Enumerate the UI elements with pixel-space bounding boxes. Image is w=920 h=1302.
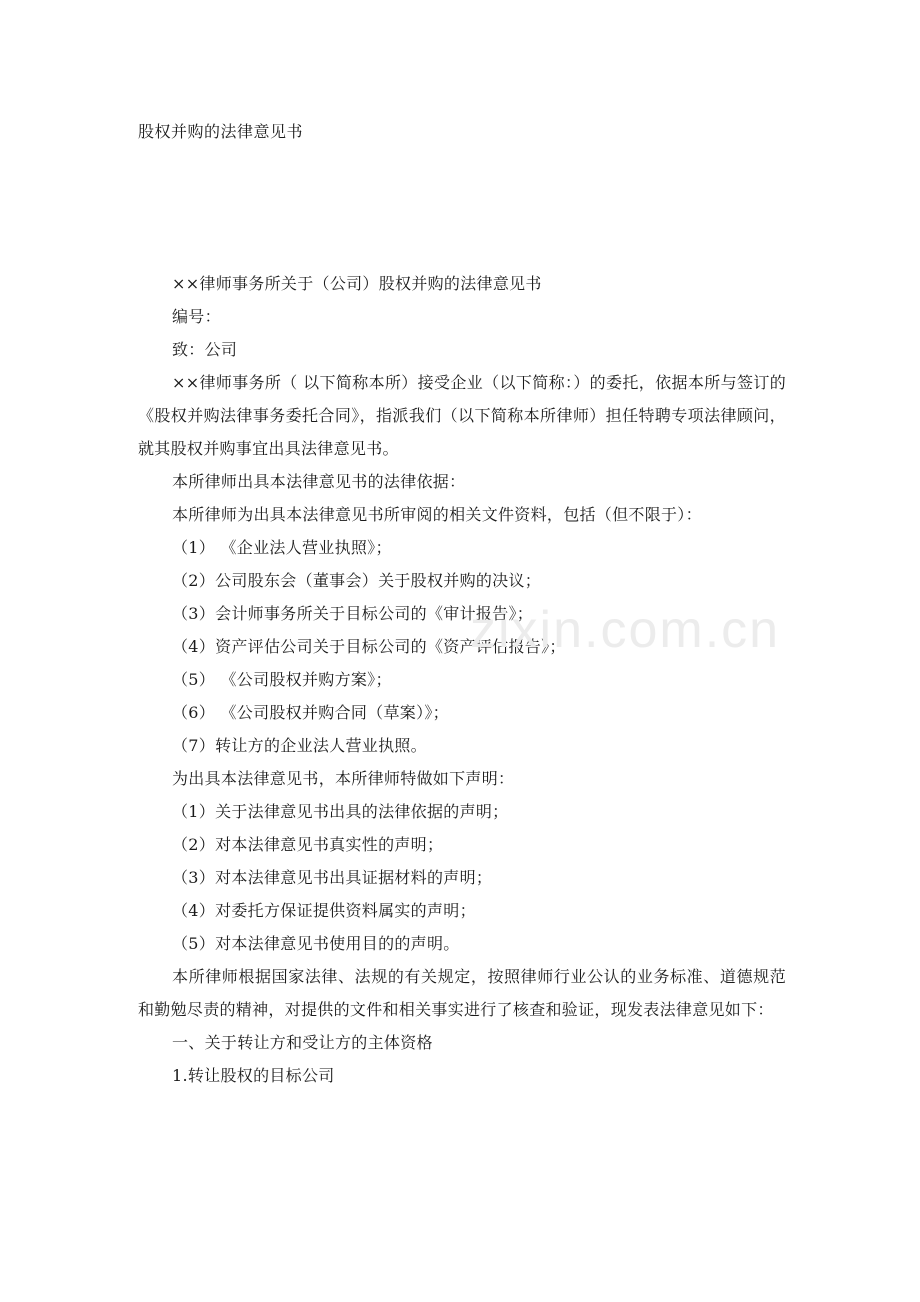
- list-item: （1） 《企业法人营业执照》；: [172, 538, 392, 557]
- subsection-heading: 1.转让股权的目标公司: [172, 1066, 335, 1085]
- paragraph-number: 编号：: [172, 307, 221, 326]
- paragraph-legal-basis: 本所律师出具本法律意见书的法律依据：: [172, 472, 466, 491]
- paragraph-documents-reviewed: 本所律师为出具本法律意见书所审阅的相关文件资料，包括（但不限于）：: [172, 505, 702, 524]
- section-heading: 一、关于转让方和受让方的主体资格: [172, 1033, 433, 1052]
- list-item: （6） 《公司股权并购合同（草案）》；: [172, 703, 449, 722]
- document-body: [138, 267, 786, 1092]
- paragraph-heading: ××律师事务所关于（公司）股权并购的法律意见书: [172, 274, 542, 293]
- watermark: zixin.com.cn: [470, 601, 781, 659]
- list-item: （2）公司股东会（董事会）关于股权并购的决议；: [172, 571, 542, 590]
- document-title: 股权并购的法律意见书: [138, 122, 304, 141]
- paragraph-opinion-intro: 本所律师根据国家法律、法规的有关规定，按照律师行业公认的业务标准、道德规范和勤勉尽责的精神，对提供的文件和相关事实进行了核查和验证，现发表法律意见如下：: [138, 967, 786, 1019]
- list-item: （1）关于法律意见书出具的法律依据的声明；: [172, 802, 509, 821]
- paragraph-declarations: 为出具本法律意见书，本所律师特做如下声明：: [172, 769, 515, 788]
- list-item: （7）转让方的企业法人营业执照。: [172, 736, 427, 755]
- list-item: （4）对委托方保证提供资料属实的声明；: [172, 901, 476, 920]
- paragraph-addressee: 致：公司: [172, 340, 238, 359]
- list-item: （3）会计师事务所关于目标公司的《审计报告》；: [172, 604, 534, 623]
- list-item: （3）对本法律意见书出具证据材料的声明；: [172, 868, 493, 887]
- list-item: （2）对本法律意见书真实性的声明；: [172, 835, 444, 854]
- list-item: （5）对本法律意见书使用目的的声明。: [172, 934, 460, 953]
- list-item: （4）资产评估公司关于目标公司的《资产评估报告》；: [172, 637, 566, 656]
- paragraph-intro: ××律师事务所（ 以下简称本所）接受企业（以下简称：）的委托，依据本所与签订的《股权并购法律事务委托合同》，指派我们（以下简称本所律师）担任特聘专项法律顾问，就其股权并购事宜出具法律意见书。: [138, 373, 786, 458]
- list-item: （5） 《公司股权并购方案》；: [172, 670, 392, 689]
